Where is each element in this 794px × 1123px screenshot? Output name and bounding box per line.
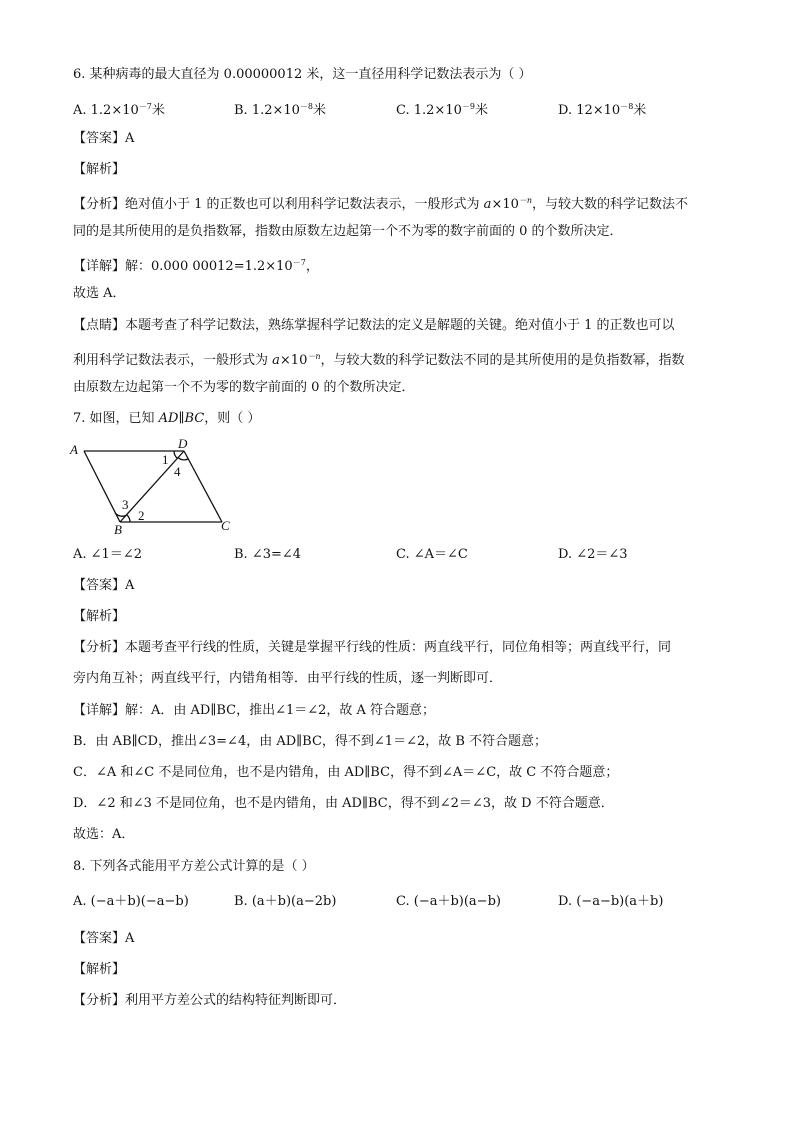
angle-4-arc: [178, 458, 188, 460]
angle-3-label: 3: [122, 497, 129, 512]
q6-analysis-line-2: 同的是其所使用的是负指数幂，指数由原数左边起第一个不为零的数字前面的 0 的个数所决定．: [73, 224, 623, 239]
q7-option-a: A. ∠1＝∠2: [73, 547, 142, 562]
q6-comment-line-2: 利用科学记数法表示，一般形式为 $a\times 10^{-n}$，与较大数的科学记数法不同的是其所使用的是负指数幂，指数: [73, 352, 685, 368]
q7-option-d: D. ∠2＝∠3: [558, 547, 628, 562]
q8-option-a: A. (−a＋b)(−a−b): [73, 894, 189, 909]
q7-detail-line-3: C．∠A 和∠C 不是同位角，也不是内错角，由 AD∥BC，得不到∠A＝∠C，故 C 不符合题意；: [73, 765, 619, 780]
q6-detail: 【详解】解：0.000 $00012=1.2\times 10^{-7}$，: [73, 258, 319, 274]
angle-2-label: 2: [138, 508, 145, 523]
point-d-label: D: [178, 436, 188, 451]
q8-analysis-tag: 【解析】: [73, 962, 126, 977]
q6-option-a: A. $1.2\times 10^{-7}$米: [73, 102, 165, 118]
q7-analysis-line-1: 【分析】本题考查平行线的性质，关键是掌握平行线的性质：两直线平行，同位角相等；两直线平行，同: [73, 640, 672, 655]
q6-comment-line-1: 【点睛】本题考查了科学记数法，熟练掌握科学记数法的定义是解题的关键。绝对值小于 1 的正数也可以: [73, 318, 675, 333]
q7-option-b: B. ∠3=∠4: [234, 547, 302, 562]
q6-stem: 6. 某种病毒的最大直径为 0.00000012 米，这一直径用科学记数法表示为（ ）: [73, 67, 532, 82]
q7-option-c: C. ∠A＝∠C: [396, 547, 468, 562]
segment-dc: [184, 451, 222, 522]
q6-analysis-tag: 【解析】: [73, 162, 126, 177]
q8-answer: 【答案】A: [73, 931, 135, 946]
q7-analysis-tag: 【解析】: [73, 609, 126, 624]
angle-4-label: 4: [174, 464, 181, 479]
segment-bd: [120, 451, 184, 522]
q7-answer: 【答案】A: [73, 578, 135, 593]
q6-option-c: C. $1.2\times 10^{-9}$米: [396, 102, 488, 118]
q8-stem: 8. 下列各式能用平方差公式计算的是（ ）: [73, 859, 315, 874]
angle-1-arc: [174, 451, 178, 459]
q6-comment-line-3: 由原数左边起第一个不为零的数字前面的 0 的个数所决定．: [73, 380, 415, 395]
parallelogram-figure: [68, 436, 248, 540]
q7-detail-line-1: 【详解】解：A．由 AD∥BC，推出∠1＝∠2，故 A 符合题意；: [73, 703, 436, 718]
angle-2-arc: [127, 515, 130, 522]
q7-analysis-line-2: 旁内角互补；两直线平行，内错角相等．由平行线的性质，逐一判断即可．: [73, 671, 503, 686]
q6-choose: 故选 A．: [73, 286, 126, 301]
q7-stem: 7. 如图，已知 AD∥BC，则（ ）: [73, 411, 261, 426]
q8-option-c: C. (−a＋b)(a−b): [396, 894, 501, 909]
q6-analysis-line-1: 【分析】绝对值小于 1 的正数也可以利用科学记数法表示，一般形式为 $a\times 10^{-n}$，与较大数的科学记数法不: [73, 196, 689, 212]
q6-option-b: B. $1.2\times 10^{-8}$米: [234, 102, 327, 118]
q8-option-b: B. (a＋b)(a−2b): [234, 894, 337, 909]
angle-1-label: 1: [162, 452, 169, 467]
point-c-label: C: [221, 518, 230, 533]
point-a-label: A: [70, 442, 78, 457]
q8-analysis: 【分析】利用平方差公式的结构特征判断即可．: [73, 993, 347, 1008]
point-b-label: B: [114, 522, 122, 537]
q7-choose: 故选：A．: [73, 827, 135, 842]
q7-detail-line-4: D．∠2 和∠3 不是同位角，也不是内错角，由 AD∥BC，得不到∠2＝∠3，故 D 不符合题意．: [73, 796, 614, 811]
q6-answer: 【答案】A: [73, 131, 135, 146]
q6-option-d: D. $12\times 10^{-8}$米: [558, 102, 647, 118]
q7-detail-line-2: B．由 AB∥CD，推出∠3=∠4，由 AD∥BC，得不到∠1＝∠2，故 B 不符合题意；: [73, 734, 548, 749]
segment-ab: [84, 451, 120, 522]
q8-option-d: D. (−a−b)(a＋b): [558, 894, 664, 909]
